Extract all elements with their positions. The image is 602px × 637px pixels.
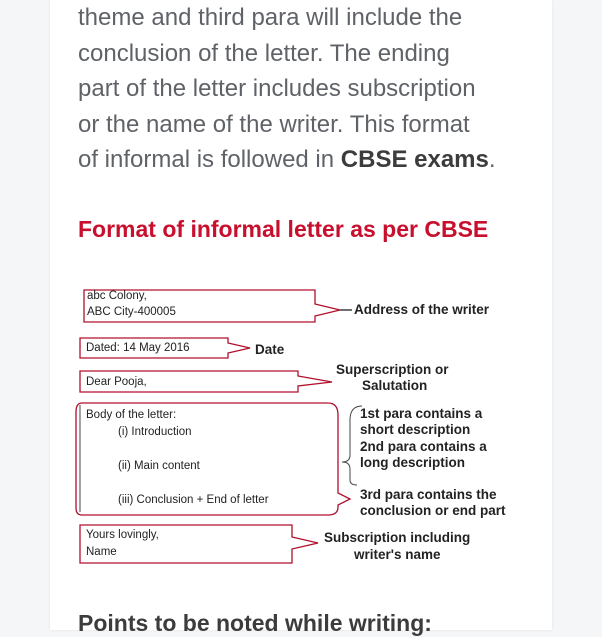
salutation-label-line-2: Salutation [362,378,428,393]
intro-line-3: part of the letter includes subscription [78,75,476,103]
para3-line-1 [360,487,497,504]
next-section-heading: Points to be noted while writing: [78,610,432,636]
para2-text: para contains a [384,439,487,454]
intro-line-4: or the name of the writer. This format [78,110,470,138]
closing-line-1: Yours lovingly, [86,529,159,541]
closing-label-line-1: Subscription including [324,530,471,545]
para2-line-1 [360,439,487,456]
para2-line-2: long description [360,455,466,470]
para1-text: para contains a [379,406,483,421]
para1-line-2: short description [360,422,471,437]
para3-ordinal: 3rd [360,487,382,502]
intro-line-5-start: of informal is followed in [78,146,341,174]
para1-ordinal: 1st [360,406,380,421]
date-box-text: Dated: 14 May 2016 [86,342,190,354]
closing-line-2: Name [86,546,117,558]
intro-line-5-bold: CBSE exams [340,146,489,174]
section-heading: Format of informal letter as per CBSE [78,216,489,242]
para1-line-1 [360,406,482,423]
closing-label-line-2: writer's name [354,547,441,562]
intro-line-1: theme and third para will include the [78,4,463,31]
address-line-2: ABC City-400005 [87,306,176,318]
para3-text: para contains the [381,487,497,502]
address-label: Address of the writer [354,302,490,317]
address-line-1: abc Colony, [87,290,147,302]
salutation-label-line-1: Superscription or [336,362,449,377]
para2-ordinal: 2nd [360,439,385,454]
para3-line-2: conclusion or end part [360,503,506,518]
body-title: Body of the letter: [86,409,177,421]
body-main-content: (ii) Main content [118,460,200,472]
salutation-box-text: Dear Pooja, [86,376,147,388]
body-brace [342,406,362,485]
date-label: Date [255,342,285,357]
body-introduction: (i) Introduction [118,426,192,438]
intro-line-5-end: . [488,146,496,174]
intro-line-2: conclusion of the letter. The ending [78,39,450,67]
body-conclusion: (iii) Conclusion + End of letter [118,494,269,506]
